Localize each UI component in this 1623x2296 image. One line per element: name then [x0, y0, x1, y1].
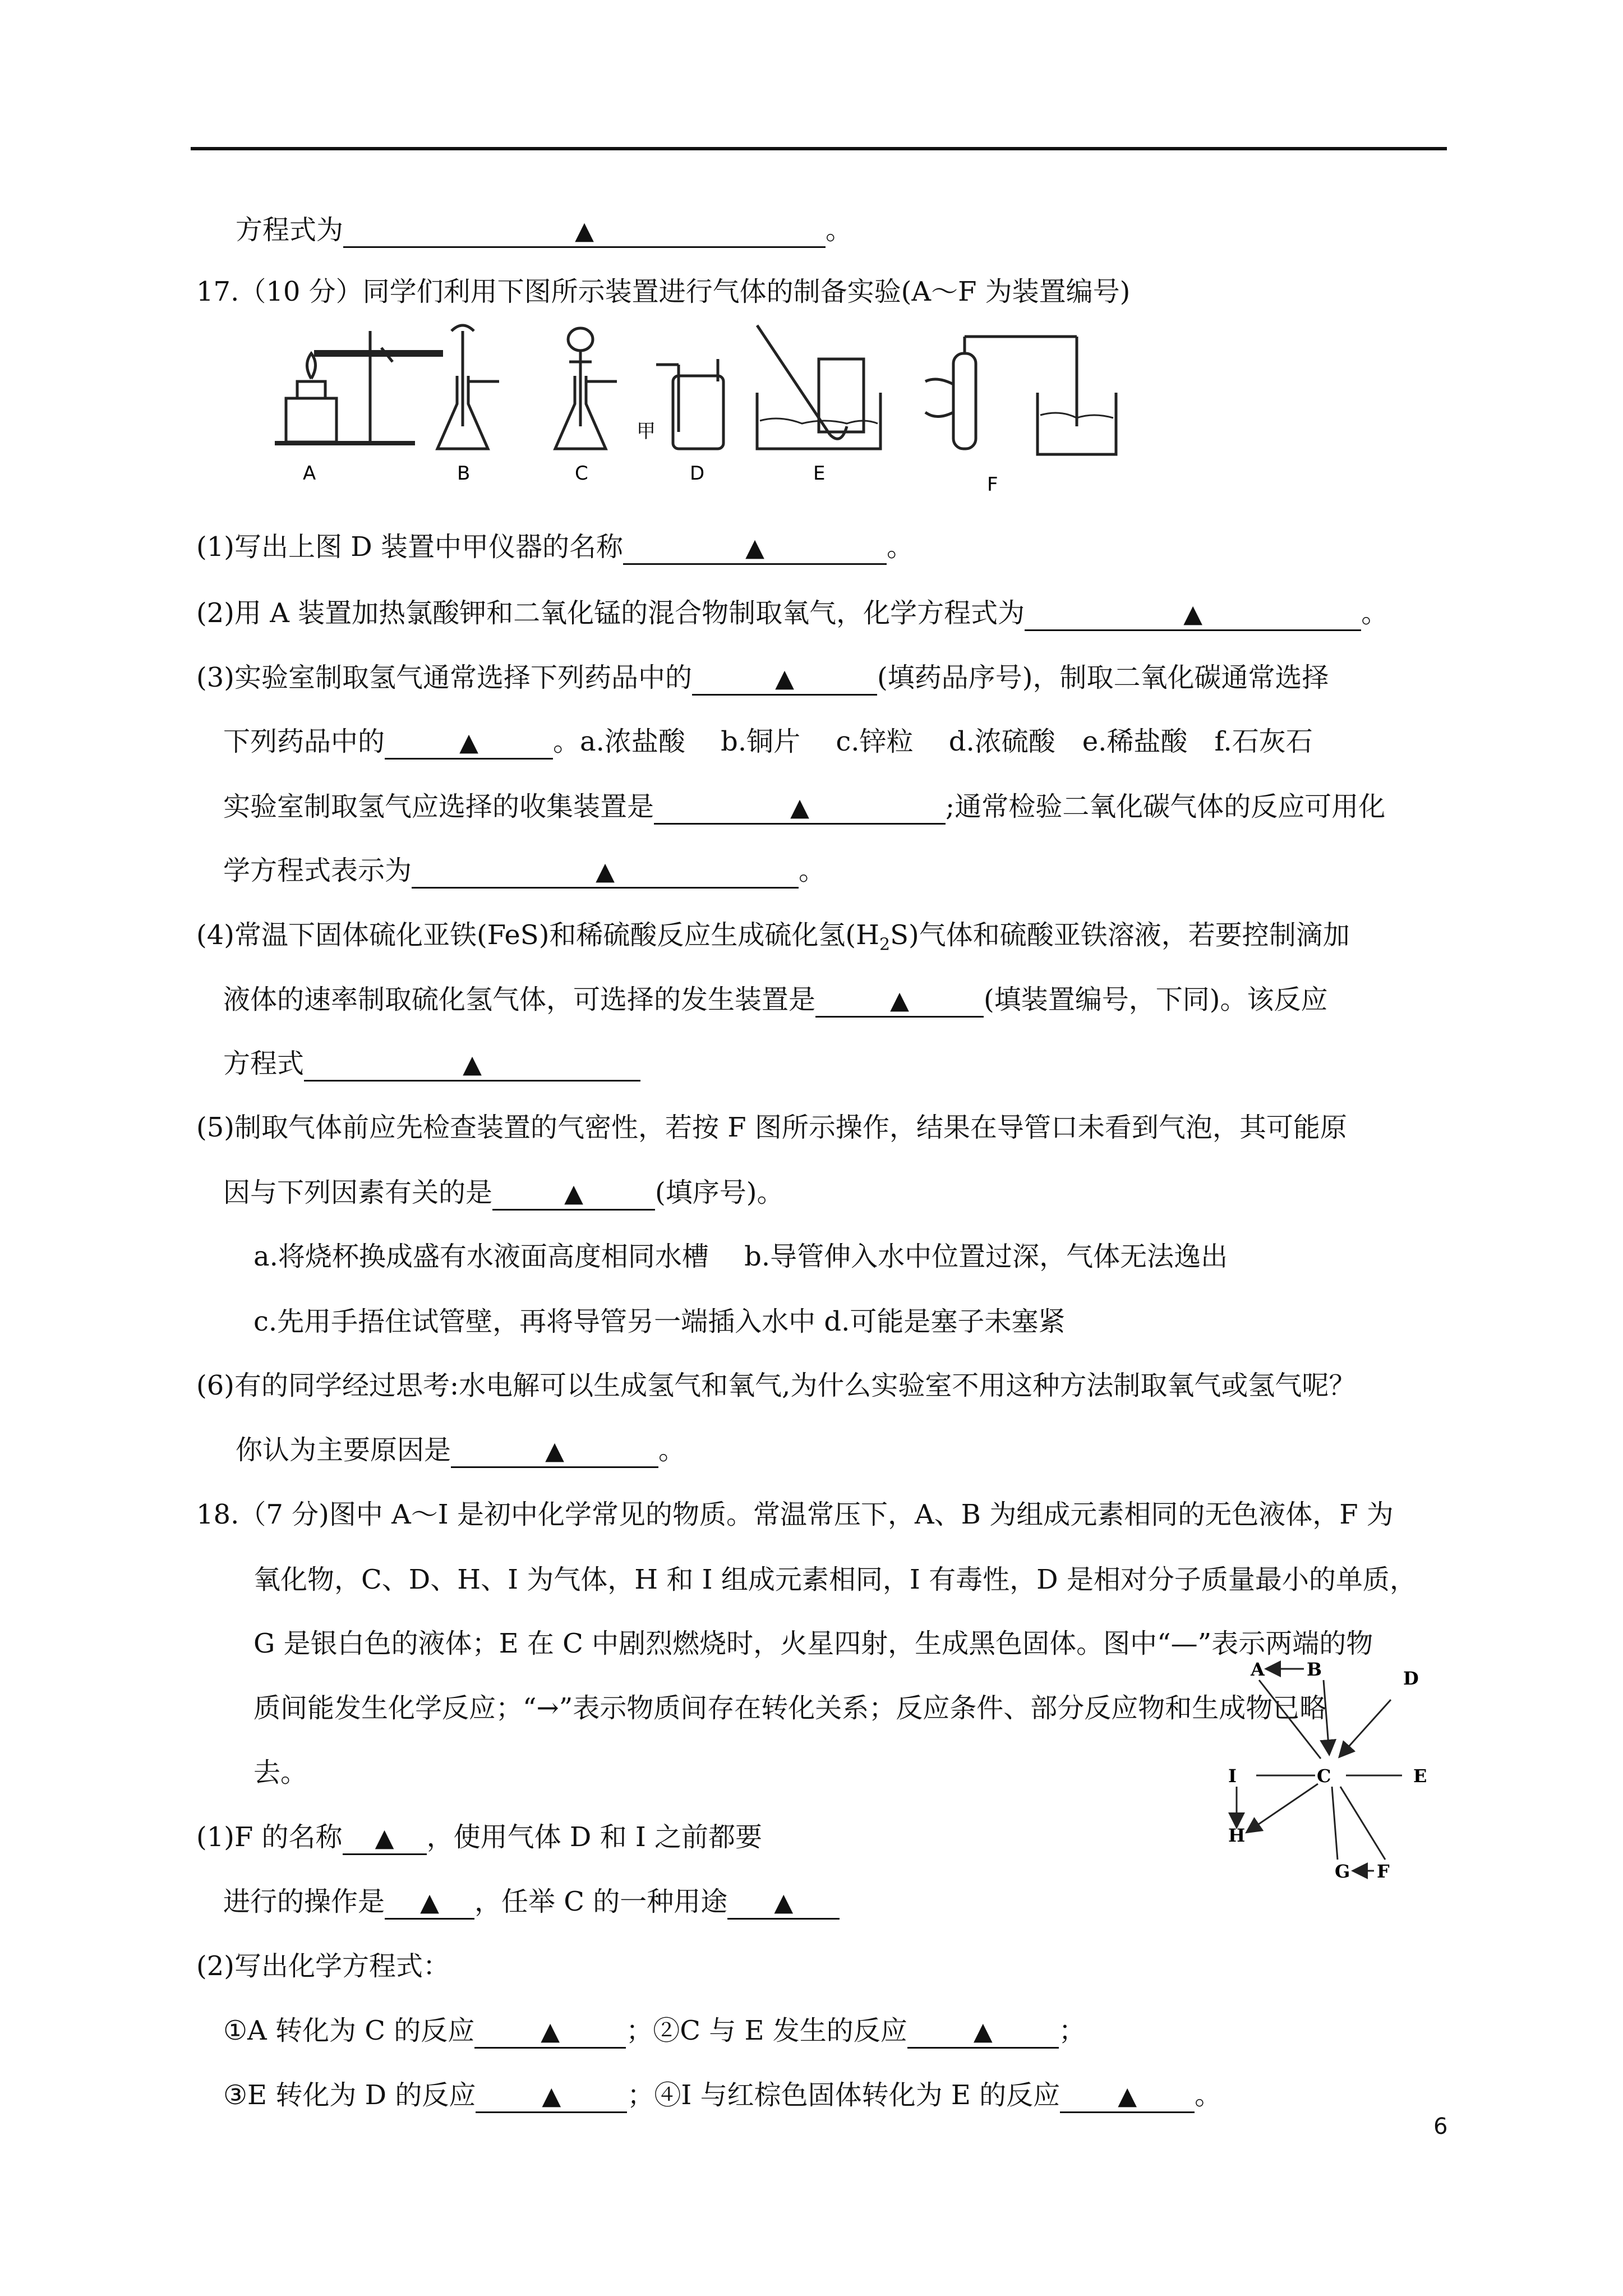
q18-intro-line2: 氧化物，C、D、H、I 为气体，H 和 I 组成元素相同，I 有毒性，D 是相对分子质量最小的单质，: [253, 1564, 1417, 1595]
answer-marker: ▲: [596, 857, 615, 886]
text: 。: [826, 214, 853, 246]
text: 。a.浓盐酸 b.铜片 c.锌粒 d.浓硫酸 e.稀盐酸 f.石灰石: [553, 726, 1313, 757]
answer-blank[interactable]: [343, 1821, 427, 1855]
text: (2)用 A 装置加热氯酸钾和二氧化锰的混合物制取氧气，化学方程式为: [196, 597, 1025, 629]
text: (1)写出上图 D 装置中甲仪器的名称: [196, 531, 623, 563]
text: 。: [1361, 597, 1389, 629]
text: 方程式为: [236, 214, 344, 246]
answer-blank[interactable]: [492, 1176, 655, 1211]
q18-intro-line5: 去。: [253, 1757, 308, 1788]
answer-blank[interactable]: [727, 1885, 840, 1920]
answer-marker: ▲: [775, 664, 794, 693]
apparatus-a: [275, 331, 443, 443]
answer-marker: ▲: [1118, 2082, 1137, 2110]
q17-part1: [196, 530, 914, 565]
subscript: 2: [879, 935, 891, 955]
text: ；④I 与红棕色固体转化为 E 的反应: [627, 2079, 1061, 2111]
answer-blank[interactable]: [623, 531, 887, 565]
q17-part3-line1: [196, 661, 1329, 696]
q17-part6-line2: [236, 1433, 685, 1468]
answer-marker: ▲: [459, 728, 478, 757]
text: 方程式: [223, 1048, 305, 1079]
q17-part4-line1: [196, 918, 1350, 962]
q17-part6-line1: (6)有的同学经过思考:水电解可以生成氢气和氧气,为什么实验室不用这种方法制取氧气或氢气呢？: [196, 1370, 1356, 1401]
q17-option-line1: a.将烧杯换成盛有水液面高度相同水槽 b.导管伸入水中位置过深，气体无法逸出: [253, 1241, 1228, 1272]
line-equation-continued: [236, 213, 852, 248]
header-rule: [191, 147, 1447, 150]
relationship-diagram: [1206, 1646, 1458, 1899]
answer-marker: ▲: [375, 1824, 394, 1852]
q18-reaction-row1: [223, 2014, 1086, 2049]
text: 学方程式表示为: [223, 855, 412, 886]
q18-part1-line2: [223, 1885, 840, 1920]
answer-marker: ▲: [463, 1050, 482, 1079]
answer-blank[interactable]: [304, 1047, 640, 1082]
apparatus-e: [757, 325, 880, 449]
q18-part1-line1: [196, 1820, 762, 1855]
text: 液体的速率制取硫化氢气体，可选择的发生装置是: [223, 984, 816, 1015]
answer-marker: ▲: [790, 793, 809, 822]
text: 下列药品中的: [223, 726, 385, 757]
answer-marker: ▲: [890, 986, 909, 1015]
node-e: E: [1413, 1765, 1427, 1787]
text: 你认为主要原因是: [236, 1434, 451, 1466]
text: 。: [799, 855, 826, 886]
text: ；: [1058, 2015, 1086, 2046]
text: 。: [887, 531, 914, 563]
answer-blank[interactable]: [343, 214, 826, 248]
apparatus-c: [555, 328, 617, 449]
answer-blank[interactable]: [654, 790, 946, 825]
node-c: C: [1317, 1765, 1331, 1787]
q17-intro: 17.（10 分）同学们利用下图所示装置进行气体的制备实验(A～F 为装置编号): [196, 276, 1131, 307]
answer-blank[interactable]: [907, 2014, 1059, 2049]
answer-blank[interactable]: [385, 1885, 474, 1920]
q18-reaction-row2: [223, 2078, 1221, 2113]
answer-marker: ▲: [420, 1888, 439, 1917]
text: (3)实验室制取氢气通常选择下列药品中的: [196, 662, 692, 693]
apparatus-f: [925, 337, 1116, 454]
text: ③E 转化为 D 的反应: [223, 2079, 476, 2111]
answer-blank[interactable]: [451, 1434, 658, 1468]
text: ;通常检验二氧化碳气体的反应可用化: [946, 791, 1386, 822]
answer-blank[interactable]: [474, 2014, 626, 2049]
text: ，使用气体 D 和 I 之前都要: [426, 1821, 763, 1853]
text: 。: [1195, 2079, 1222, 2111]
text: ；②C 与 E 发生的反应: [626, 2015, 907, 2046]
label-a: A: [303, 462, 316, 485]
answer-blank[interactable]: [412, 854, 799, 889]
answer-marker: ▲: [542, 2082, 561, 2110]
q17-part4-line3: [223, 1047, 640, 1082]
q17-part3-line2: [223, 725, 1313, 760]
q18-intro-line4: 质间能发生化学反应；“→”表示物质间存在转化关系；反应条件、部分反应物和生成物已略: [253, 1692, 1327, 1724]
text: ①A 转化为 C 的反应: [223, 2015, 475, 2046]
node-f: F: [1377, 1861, 1390, 1882]
q17-part5-line2: [223, 1176, 783, 1211]
text: (填装置编号，下同)。该反应: [984, 984, 1328, 1015]
q18-part2-heading: (2)写出化学方程式：: [196, 1950, 450, 1982]
text: 进行的操作是: [223, 1886, 385, 1917]
label-jia: 甲: [637, 420, 656, 443]
label-f: F: [987, 473, 998, 496]
answer-marker: ▲: [575, 217, 594, 245]
answer-blank[interactable]: [815, 983, 984, 1018]
q17-part2: [196, 596, 1388, 631]
text: 实验室制取氢气应选择的收集装置是: [223, 791, 654, 822]
text: ，任举 C 的一种用途: [474, 1886, 728, 1917]
text: S)气体和硫酸亚铁溶液，若要控制滴加: [890, 919, 1350, 951]
q17-part5-line1: (5)制取气体前应先检查装置的气密性，若按 F 图所示操作，结果在导管口未看到气泡，其可能原: [196, 1112, 1347, 1143]
answer-marker: ▲: [541, 2017, 560, 2046]
answer-marker: ▲: [545, 1437, 564, 1465]
apparatus-d: [656, 359, 723, 449]
label-b: B: [457, 462, 471, 485]
node-d: D: [1403, 1668, 1419, 1689]
node-b: B: [1307, 1659, 1322, 1680]
label-c: C: [575, 462, 588, 485]
answer-blank[interactable]: [476, 2079, 627, 2113]
label-e: E: [813, 462, 826, 485]
answer-marker: ▲: [564, 1179, 583, 1208]
q17-part3-line3: [223, 790, 1385, 825]
answer-marker: ▲: [973, 2017, 993, 2046]
text: (填序号)。: [655, 1177, 784, 1208]
q17-part3-line4: [223, 854, 826, 889]
answer-blank[interactable]: [1025, 597, 1361, 631]
answer-blank[interactable]: [385, 725, 553, 760]
text: (4)常温下固体硫化亚铁(FeS)和稀硫酸反应生成硫化氢(H: [196, 919, 880, 951]
answer-marker: ▲: [774, 1888, 794, 1917]
text: (填药品序号)，制取二氧化碳通常选择: [877, 662, 1329, 693]
answer-blank[interactable]: [1060, 2079, 1195, 2113]
apparatus-b: [437, 325, 499, 449]
node-a: A: [1251, 1659, 1265, 1680]
q18-intro-line1: 18.（7 分)图中 A～I 是初中化学常见的物质。常温常压下，A、B 为组成元素相同的无色液体，F 为: [196, 1499, 1394, 1530]
q17-part4-line2: [223, 983, 1327, 1018]
node-h: H: [1228, 1825, 1246, 1846]
answer-marker: ▲: [1183, 600, 1203, 628]
text: 。: [658, 1434, 686, 1466]
page-number: 6: [1433, 2114, 1448, 2139]
text: (1)F 的名称: [196, 1821, 343, 1853]
answer-blank[interactable]: [692, 661, 877, 696]
apparatus-figure: [264, 314, 1161, 499]
label-d: D: [690, 462, 705, 485]
q17-option-line2: c.先用手捂住试管壁，再将导管另一端插入水中 d.可能是塞子未塞紧: [253, 1306, 1066, 1337]
text: 因与下列因素有关的是: [223, 1177, 493, 1208]
q18-intro-line3: G 是银白色的液体；E 在 C 中剧烈燃烧时，火星四射，生成黑色固体。图中“—”表示两端的物: [253, 1628, 1373, 1659]
node-g: G: [1335, 1861, 1350, 1882]
node-i: I: [1228, 1765, 1237, 1787]
answer-marker: ▲: [745, 533, 764, 562]
